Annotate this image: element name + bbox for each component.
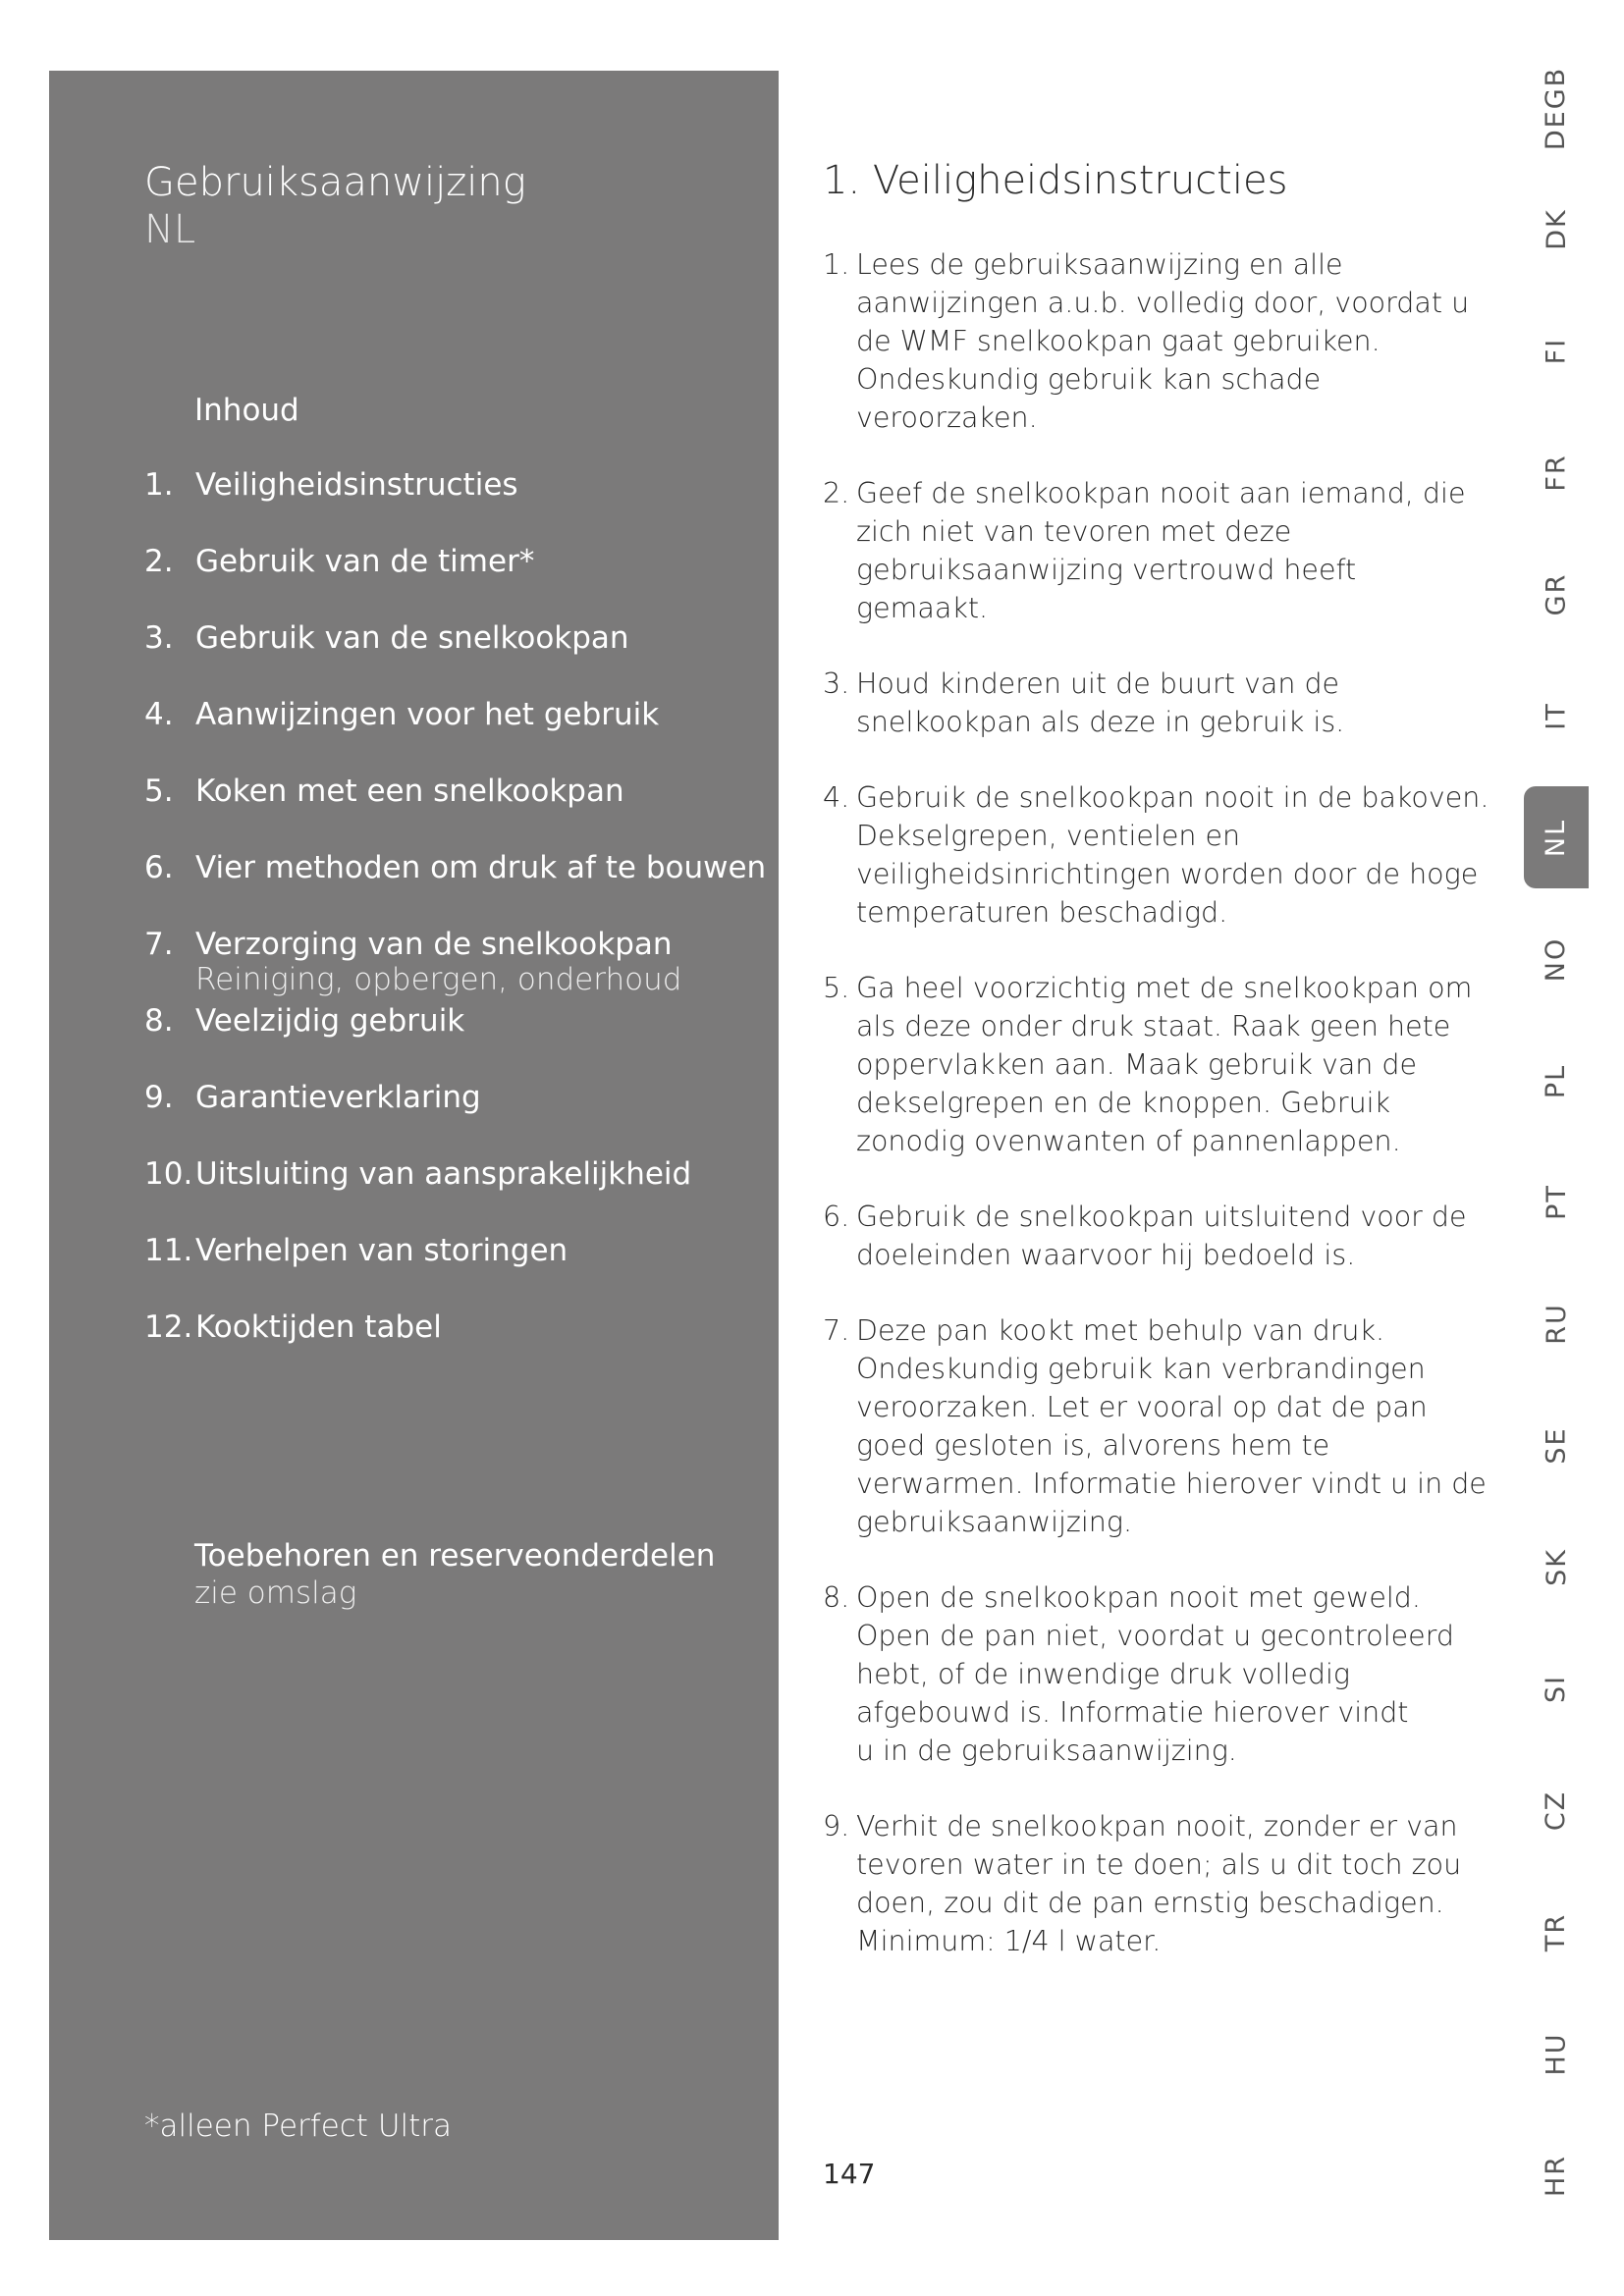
toc-item-label: Garantieverklaring (195, 1080, 481, 1115)
lang-tab-gr[interactable] (1524, 544, 1589, 646)
instruction-number: 7. (823, 1314, 850, 1347)
accessories-note (194, 1537, 715, 1612)
instruction-line: veroorzaken. Let er vooral op dat de pan (856, 1391, 1428, 1423)
instruction-line: goed gesloten is, alvorens hem te (856, 1429, 1330, 1462)
toc-item-number: 11. (144, 1233, 193, 1268)
instruction-number: 2. (823, 477, 850, 509)
toc-item-label: Vier methoden om druk af te bouwen (195, 850, 767, 885)
toc-item-label: Gebruik van de snelkookpan (195, 620, 629, 656)
instruction-line: zich niet van tevoren met deze (856, 515, 1292, 548)
lang-tab-no[interactable] (1524, 908, 1589, 1010)
lang-tab-degb[interactable] (1524, 57, 1589, 159)
toc-item-number: 8. (144, 1003, 174, 1039)
instruction-line: aanwijzingen a.u.b. volledig door, voordat u (856, 287, 1470, 319)
instruction-item (823, 1807, 1461, 1960)
instruction-line: Verhit de snelkookpan nooit, zonder er van (856, 1810, 1458, 1842)
toc-item-number: 4. (144, 697, 174, 732)
toc-item-number: 1. (144, 467, 174, 503)
instruction-number: 8. (823, 1581, 850, 1614)
toc-item-number: 7. (144, 927, 174, 962)
instruction-item (823, 778, 1489, 932)
lang-tab-label: CZ (1541, 1789, 1572, 1832)
instruction-number: 9. (823, 1810, 850, 1842)
instruction-line: gemaakt. (856, 592, 989, 624)
toc-item-number: 5. (144, 774, 174, 809)
instruction-item (823, 1311, 1487, 1541)
instruction-number: 5. (823, 972, 850, 1004)
footnote: *alleen Perfect Ultra (144, 2109, 453, 2144)
lang-tab-pl[interactable] (1524, 1030, 1589, 1132)
lang-tab-label: HR (1541, 2154, 1572, 2197)
page-number: 147 (823, 2158, 876, 2190)
toc-item-label: Verzorging van de snelkookpan (195, 927, 673, 962)
lang-tab-hu[interactable] (1524, 2002, 1589, 2105)
instruction-item (823, 665, 1461, 741)
lang-tab-label: HU (1541, 2032, 1572, 2076)
instruction-line: Gebruik de snelkookpan nooit in de bakoven. (856, 781, 1489, 814)
lang-tab-sk[interactable] (1524, 1517, 1589, 1619)
instruction-line: oppervlakken aan. Maak gebruik van de (856, 1048, 1418, 1081)
instruction-line: Open de pan niet, voordat u gecontroleerd (856, 1620, 1455, 1652)
lang-tab-dk[interactable] (1524, 179, 1589, 281)
lang-tab-label: SK (1541, 1548, 1572, 1587)
lang-tab-cz[interactable] (1524, 1759, 1589, 1861)
lang-tab-label: SE (1541, 1426, 1572, 1465)
lang-tab-label: FI (1541, 338, 1572, 365)
instruction-line: doen, zou dit de pan ernstig beschadigen. (856, 1887, 1444, 1919)
accessories-title: Toebehoren en reserveonderdelen (194, 1538, 716, 1574)
instruction-line: gebruiksaanwijzing. (856, 1506, 1133, 1538)
instruction-line: afgebouwd is. Informatie hierover vindt (856, 1696, 1409, 1729)
lang-tab-nl[interactable] (1524, 786, 1589, 888)
lang-tab-label: FR (1541, 454, 1572, 492)
lang-tab-it[interactable] (1524, 665, 1589, 767)
instruction-number: 4. (823, 781, 850, 814)
instruction-line: dekselgrepen en de knoppen. Gebruik (856, 1087, 1391, 1119)
toc-item-subtitle: Reiniging, opbergen, onderhoud (195, 962, 682, 997)
toc-item-number: 6. (144, 850, 174, 885)
toc-item-label: Gebruik van de timer* (195, 544, 535, 579)
lang-tab-pt[interactable] (1524, 1151, 1589, 1254)
instruction-line: snelkookpan als deze in gebruik is. (856, 706, 1345, 738)
instruction-line: verwarmen. Informatie hierover vindt u in de (856, 1468, 1487, 1500)
instruction-line: gebruiksaanwijzing vertrouwd heeft (856, 554, 1357, 586)
toc-item-label: Kooktijden tabel (195, 1309, 442, 1345)
instruction-line: Deze pan kookt met behulp van druk. (856, 1314, 1385, 1347)
lang-tab-label: NL (1541, 818, 1572, 857)
lang-tab-se[interactable] (1524, 1395, 1589, 1497)
instruction-line: Lees de gebruiksaanwijzing en alle (856, 248, 1343, 281)
instruction-item (823, 474, 1466, 627)
lang-tab-si[interactable] (1524, 1637, 1589, 1739)
instruction-line: zonodig ovenwanten of pannenlappen. (856, 1125, 1401, 1157)
instruction-line: temperaturen beschadigd. (856, 896, 1228, 929)
lang-tab-fi[interactable] (1524, 300, 1589, 402)
lang-tab-tr[interactable] (1524, 1881, 1589, 1983)
toc-item-label: Verhelpen van storingen (195, 1233, 568, 1268)
instruction-line: Ondeskundig gebruik kan schade (856, 363, 1322, 396)
instruction-item (823, 245, 1470, 437)
instruction-item (823, 1578, 1461, 1770)
toc-item-label: Uitsluiting van aansprakelijkheid (195, 1156, 692, 1192)
toc-item-label: Veelzijdig gebruik (195, 1003, 465, 1039)
instruction-line: hebt, of de inwendige druk volledig (856, 1658, 1351, 1690)
document-title: Gebruiksaanwijzing (144, 160, 526, 205)
language-tabs (1524, 57, 1589, 2226)
instruction-number: 3. (823, 667, 850, 700)
safety-instructions (823, 245, 1489, 1998)
toc-heading: Inhoud (194, 393, 299, 428)
lang-tab-label: NO (1541, 936, 1572, 982)
instruction-line: veroorzaken. (856, 401, 1038, 434)
instruction-line: Gebruik de snelkookpan uitsluitend voor de (856, 1201, 1467, 1233)
toc-item-number: 3. (144, 620, 174, 656)
lang-tab-label: GR (1541, 572, 1572, 616)
toc-item-label: Veiligheidsinstructies (195, 467, 518, 503)
lang-tab-label: TR (1541, 1912, 1572, 1951)
instruction-line: tevoren water in te doen; als u dit toch zou (856, 1848, 1462, 1881)
lang-tab-label: DEGB (1541, 66, 1572, 150)
document-language: NL (144, 207, 196, 252)
toc-item-label: Koken met een snelkookpan (195, 774, 624, 809)
instruction-item (823, 1198, 1467, 1274)
toc-item-label: Aanwijzingen voor het gebruik (195, 697, 660, 732)
instruction-line: doeleinden waarvoor hij bedoeld is. (856, 1239, 1356, 1271)
instruction-number: 6. (823, 1201, 850, 1233)
instruction-line: Ondeskundig gebruik kan verbrandingen (856, 1353, 1426, 1385)
instruction-line: Houd kinderen uit de buurt van de (856, 667, 1340, 700)
lang-tab-label: SI (1541, 1674, 1572, 1704)
toc-item-number: 9. (144, 1080, 174, 1115)
section-title: 1. Veiligheidsinstructies (823, 158, 1288, 203)
lang-tab-label: IT (1541, 702, 1572, 730)
lang-tab-label: RU (1541, 1303, 1572, 1346)
lang-tab-label: PL (1541, 1063, 1572, 1098)
accessories-reference: zie omslag (194, 1575, 357, 1611)
instruction-line: de WMF snelkookpan gaat gebruiken. (856, 325, 1380, 357)
toc-sidebar (49, 71, 779, 2240)
instruction-line: u in de gebruiksaanwijzing. (856, 1735, 1237, 1767)
toc-item-number: 12. (144, 1309, 193, 1345)
instruction-line: Open de snelkookpan nooit met geweld. (856, 1581, 1421, 1614)
instruction-line: Geef de snelkookpan nooit aan iemand, die (856, 477, 1466, 509)
toc-item-number: 10. (144, 1156, 193, 1192)
instruction-line: Minimum: 1/4 l water. (856, 1925, 1162, 1957)
instruction-line: Dekselgrepen, ventielen en (856, 820, 1241, 852)
lang-tab-label: PT (1541, 1184, 1572, 1221)
lang-tab-fr[interactable] (1524, 422, 1589, 524)
lang-tab-hr[interactable] (1524, 2124, 1589, 2226)
toc-item-number: 2. (144, 544, 174, 579)
instruction-number: 1. (823, 248, 850, 281)
lang-tab-label: DK (1541, 208, 1572, 251)
instruction-item (823, 969, 1473, 1160)
instruction-line: als deze onder druk staat. Raak geen hete (856, 1010, 1451, 1042)
lang-tab-ru[interactable] (1524, 1273, 1589, 1375)
instruction-line: Ga heel voorzichtig met de snelkookpan om (856, 972, 1473, 1004)
instruction-line: veiligheidsinrichtingen worden door de hoge (856, 858, 1479, 890)
